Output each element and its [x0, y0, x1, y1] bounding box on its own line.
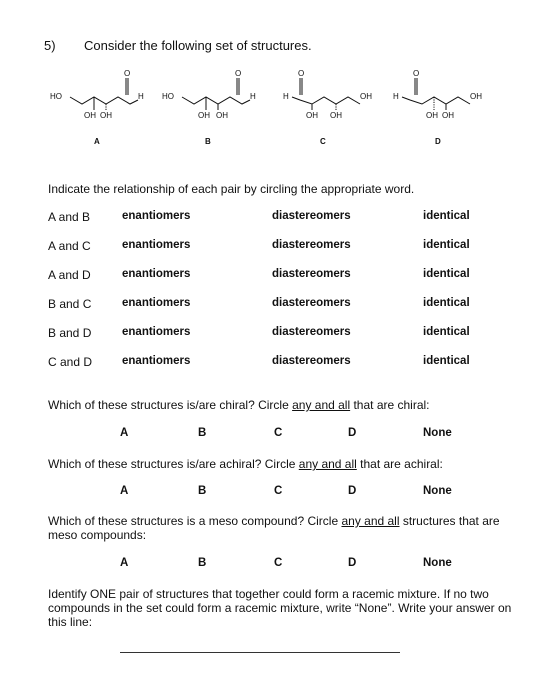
atom-ho-a: HO [50, 92, 62, 101]
atom-h-a: H [138, 92, 144, 101]
atom-h-b: H [250, 92, 256, 101]
option-diastereomers[interactable]: diastereomers [272, 297, 351, 309]
atom-o-a: O [124, 69, 131, 78]
pair-row-ac [48, 239, 508, 259]
pair-row-bd [48, 326, 508, 346]
choice-a[interactable]: A [120, 427, 129, 439]
atom-oh1-a: OH [84, 111, 96, 120]
structure-label-b: B [205, 137, 211, 146]
pair-label: B and C [48, 297, 92, 311]
achiral-choices [48, 485, 528, 503]
pair-row-bc [48, 297, 508, 317]
question-prompt: Consider the following set of structures. [84, 38, 312, 53]
racemic-question: Identify ONE pair of structures that together could form a racemic mixture. If no two compounds in the set could form a racemic mixture, write “None”. Write your answer on this line: [48, 587, 512, 629]
pair-row-cd [48, 355, 508, 375]
atom-oh1-b: OH [198, 111, 210, 120]
pair-label: A and C [48, 239, 91, 253]
structures-figure [40, 62, 520, 162]
atom-o-c: O [298, 69, 305, 78]
option-diastereomers[interactable]: diastereomers [272, 239, 351, 251]
atom-ho-b: HO [162, 92, 174, 101]
option-diastereomers[interactable]: diastereomers [272, 326, 351, 338]
option-identical[interactable]: identical [423, 268, 470, 280]
question-number: 5) [44, 38, 56, 53]
choice-c[interactable]: C [274, 427, 283, 439]
relationship-instruction: Indicate the relationship of each pair by circling the appropriate word. [48, 182, 415, 196]
structure-label-a: A [94, 137, 100, 146]
atom-h-c: H [283, 92, 289, 101]
pair-label: C and D [48, 355, 93, 369]
pair-row-ab [48, 210, 508, 230]
option-identical[interactable]: identical [423, 239, 470, 251]
choice-a[interactable]: A [120, 557, 129, 569]
option-enantiomers[interactable]: enantiomers [122, 326, 191, 338]
option-enantiomers[interactable]: enantiomers [122, 355, 191, 367]
structure-label-d: D [435, 137, 441, 146]
atom-oh2-a: OH [100, 111, 112, 120]
atom-oh2-d: OH [442, 111, 454, 120]
choice-d[interactable]: D [348, 485, 357, 497]
chiral-choices [48, 427, 528, 445]
atom-o-b: O [235, 69, 242, 78]
atom-oh2-b: OH [216, 111, 228, 120]
option-identical[interactable]: identical [423, 355, 470, 367]
atom-oh3-d: OH [470, 92, 482, 101]
pair-label: B and D [48, 326, 92, 340]
option-diastereomers[interactable]: diastereomers [272, 355, 351, 367]
choice-b[interactable]: B [198, 427, 207, 439]
meso-choices [48, 557, 528, 575]
structure-label-c: C [320, 137, 326, 146]
choice-none[interactable]: None [423, 427, 452, 439]
atom-h-d: H [393, 92, 399, 101]
option-enantiomers[interactable]: enantiomers [122, 210, 191, 222]
atom-oh1-d: OH [426, 111, 438, 120]
choice-none[interactable]: None [423, 485, 452, 497]
choice-b[interactable]: B [198, 485, 207, 497]
choice-d[interactable]: D [348, 427, 357, 439]
option-identical[interactable]: identical [423, 297, 470, 309]
choice-none[interactable]: None [423, 557, 452, 569]
choice-a[interactable]: A [120, 485, 129, 497]
achiral-question: Which of these structures is/are achiral? Circle any and all that are achiral: [48, 457, 443, 471]
atom-o-d: O [413, 69, 420, 78]
choice-b[interactable]: B [198, 557, 207, 569]
atom-oh3-c: OH [360, 92, 372, 101]
option-identical[interactable]: identical [423, 326, 470, 338]
meso-question: Which of these structures is a meso compound? Circle any and all structures that are meso compounds: [48, 514, 500, 542]
option-enantiomers[interactable]: enantiomers [122, 268, 191, 280]
option-diastereomers[interactable]: diastereomers [272, 268, 351, 280]
option-diastereomers[interactable]: diastereomers [272, 210, 351, 222]
choice-d[interactable]: D [348, 557, 357, 569]
pair-row-ad [48, 268, 508, 288]
pair-label: A and B [48, 210, 91, 224]
choice-c[interactable]: C [274, 485, 283, 497]
atom-oh2-c: OH [330, 111, 342, 120]
option-identical[interactable]: identical [423, 210, 470, 222]
answer-line[interactable] [120, 652, 400, 653]
option-enantiomers[interactable]: enantiomers [122, 239, 191, 251]
chiral-question: Which of these structures is/are chiral? Circle any and all that are chiral: [48, 398, 430, 412]
option-enantiomers[interactable]: enantiomers [122, 297, 191, 309]
choice-c[interactable]: C [274, 557, 283, 569]
atom-oh1-c: OH [306, 111, 318, 120]
pair-label: A and D [48, 268, 91, 282]
